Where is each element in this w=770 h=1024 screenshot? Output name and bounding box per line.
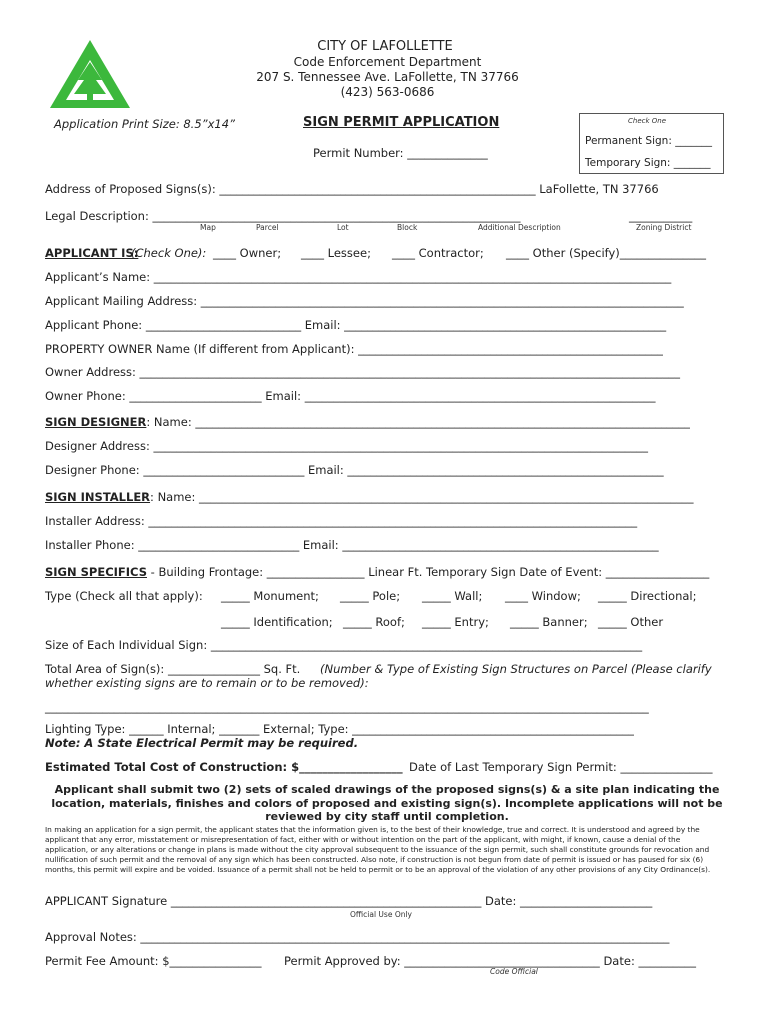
address-of-signs-field[interactable]: Address of Proposed Signs(s): _______________________________________________________ LaFollette, TN 37766 [45, 182, 659, 196]
type-banner[interactable]: _____ Banner; [510, 615, 588, 629]
designer-name-field[interactable]: : Name: ______________________________________________________________________________________ [146, 415, 690, 429]
form-title: SIGN PERMIT APPLICATION [303, 115, 500, 130]
existing-signs-note: (Number & Type of Existing Sign Structures on Parcel (Please clarify [320, 662, 712, 676]
label-zoning-district: Zoning District [636, 223, 692, 232]
type-roof[interactable]: _____ Roof; [343, 615, 405, 629]
type-window[interactable]: ____ Window; [505, 589, 581, 603]
applicant-phone-email-field[interactable]: Applicant Phone: ___________________________ Email: ________________________________________________________ [45, 318, 667, 332]
existing-signs-note-2: whether existing signs are to remain or to be removed): [45, 676, 369, 690]
sign-specifics-row[interactable] [45, 565, 709, 579]
permit-approved-by-field[interactable]: Permit Approved by: __________________________________ Date: __________ [284, 954, 696, 968]
type-directional[interactable]: _____ Directional; [598, 589, 697, 603]
specifics-heading: SIGN SPECIFICS [45, 565, 147, 579]
label-map: Map [200, 223, 216, 232]
permit-number-field[interactable]: Permit Number: ______________ [313, 146, 488, 160]
applicant-signature-field[interactable]: APPLICANT Signature ______________________________________________________ Date: _______________________ [45, 894, 653, 908]
last-temp-permit-field[interactable]: Date of Last Temporary Sign Permit: ________________ [409, 760, 713, 774]
print-size-note: Application Print Size: 8.5”x14” [54, 117, 236, 131]
permanent-sign-field[interactable]: Permanent Sign: _______ [585, 135, 712, 147]
designer-heading: SIGN DESIGNER [45, 415, 147, 429]
label-block: Block [397, 223, 418, 232]
official-use-only-label: Official Use Only [350, 910, 412, 919]
other-option[interactable]: ____ Other (Specify)_______________ [506, 246, 707, 260]
sign-size-field[interactable]: Size of Each Individual Sign: ___________________________________________________________________________ [45, 638, 643, 652]
applicant-mailing-field[interactable]: Applicant Mailing Address: ____________________________________________________________________________________ [45, 294, 684, 308]
cost-field[interactable]: Estimated Total Cost of Construction: $__________________ [45, 760, 403, 774]
existing-signs-field[interactable]: _________________________________________________________________________________________________________ [45, 700, 649, 714]
city-name: CITY OF LAFOLLETTE [317, 39, 453, 54]
installer-phone-email-field[interactable]: Installer Phone: ____________________________ Email: _______________________________________________________ [45, 538, 659, 552]
legal-disclaimer: In making an application for a sign permit, the applicant states that the information given is, to the best of their knowledge, true and correct. It is understood and agreed by the applicant that any error, misstatement or misrepresentation of fact, either with or without intention on the part of the applicant, with might, if known, cause a denial of the application, or any alterations or change in plans is made without the city approval subsequent to the issuance of the sign permit, such shall constitute grounds for revocation and nullification of such permit and the removal of any sign which has been constructed. Also note, if construction is not begun from date of permit is issued or has paused for six (6) months, this permit will expire and be voided. Issuance of a permit shall not be held to permit or to be an approval of the violation of any other provisions of any City Ordinance(s). [45, 825, 711, 874]
submission-instructions: Applicant shall submit two (2) sets of scaled drawings of the proposed signs(s) & a site plan indicating the location, materials, finishes and colors of proposed and existing sign(s). Incomplete applications will not be reviewed by city staff until completion. [51, 783, 723, 823]
applicant-name-field[interactable]: Applicant’s Name: __________________________________________________________________________________________ [45, 270, 672, 284]
approval-notes-field[interactable]: Approval Notes: ____________________________________________________________________________________________ [45, 930, 670, 944]
lessee-option[interactable]: ____ Lessee; [301, 246, 371, 260]
type-label: Type (Check all that apply): [45, 589, 203, 603]
property-owner-field[interactable]: PROPERTY OWNER Name (If different from Applicant): _____________________________________________________ [45, 342, 663, 356]
legal-description-field[interactable]: Legal Description: ________________________________________________________________ [45, 209, 521, 223]
installer-address-field[interactable]: Installer Address: _____________________________________________________________________________________ [45, 514, 638, 528]
type-identification[interactable]: _____ Identification; [221, 615, 333, 629]
electrical-permit-note: Note: A State Electrical Permit may be required. [45, 736, 359, 750]
applicant-is-check: (Check One): [131, 246, 207, 260]
installer-heading: SIGN INSTALLER [45, 490, 151, 504]
dept-phone: (423) 563-0686 [340, 85, 435, 99]
type-monument[interactable]: _____ Monument; [221, 589, 319, 603]
installer-name-field[interactable]: : Name: ______________________________________________________________________________________ [150, 490, 694, 504]
type-pole[interactable]: _____ Pole; [340, 589, 401, 603]
designer-phone-email-field[interactable]: Designer Phone: ____________________________ Email: _______________________________________________________ [45, 463, 664, 477]
label-parcel: Parcel [256, 223, 279, 232]
code-official-label: Code Official [490, 967, 538, 976]
label-additional-description: Additional Description [478, 223, 561, 232]
temporary-sign-field[interactable]: Temporary Sign: _______ [585, 157, 711, 169]
permit-fee-field[interactable]: Permit Fee Amount: $________________ [45, 954, 262, 968]
lighting-type-field[interactable]: Lighting Type: ______ Internal; _______ External; Type: _________________________________________________ [45, 722, 634, 736]
type-wall[interactable]: _____ Wall; [422, 589, 483, 603]
total-area-field[interactable]: Total Area of Sign(s): ________________ Sq. Ft. [45, 662, 301, 676]
owner-option[interactable]: ____ Owner; [213, 246, 282, 260]
installer-name-row[interactable] [45, 490, 694, 504]
contractor-option[interactable]: ____ Contractor; [392, 246, 484, 260]
owner-address-field[interactable]: Owner Address: ______________________________________________________________________________________________ [45, 365, 681, 379]
check-one-label: Check One [628, 117, 667, 125]
dept-address: 207 S. Tennessee Ave. LaFollette, TN 37766 [256, 70, 519, 84]
type-other[interactable]: _____ Other [598, 615, 664, 629]
label-lot: Lot [337, 223, 349, 232]
department: Code Enforcement Department [293, 55, 482, 69]
owner-phone-email-field[interactable]: Owner Phone: _______________________ Email: _____________________________________________________________ [45, 389, 656, 403]
zoning-district-field[interactable]: ___________ [629, 209, 693, 223]
designer-address-field[interactable]: Designer Address: ______________________________________________________________________________________ [45, 439, 648, 453]
frontage-field[interactable]: - Building Frontage: _________________ Linear Ft. Temporary Sign Date of Event: __________________ [150, 565, 710, 579]
type-entry[interactable]: _____ Entry; [422, 615, 489, 629]
applicant-is-heading: APPLICANT IS: [45, 246, 139, 260]
designer-name-row[interactable] [45, 415, 690, 429]
